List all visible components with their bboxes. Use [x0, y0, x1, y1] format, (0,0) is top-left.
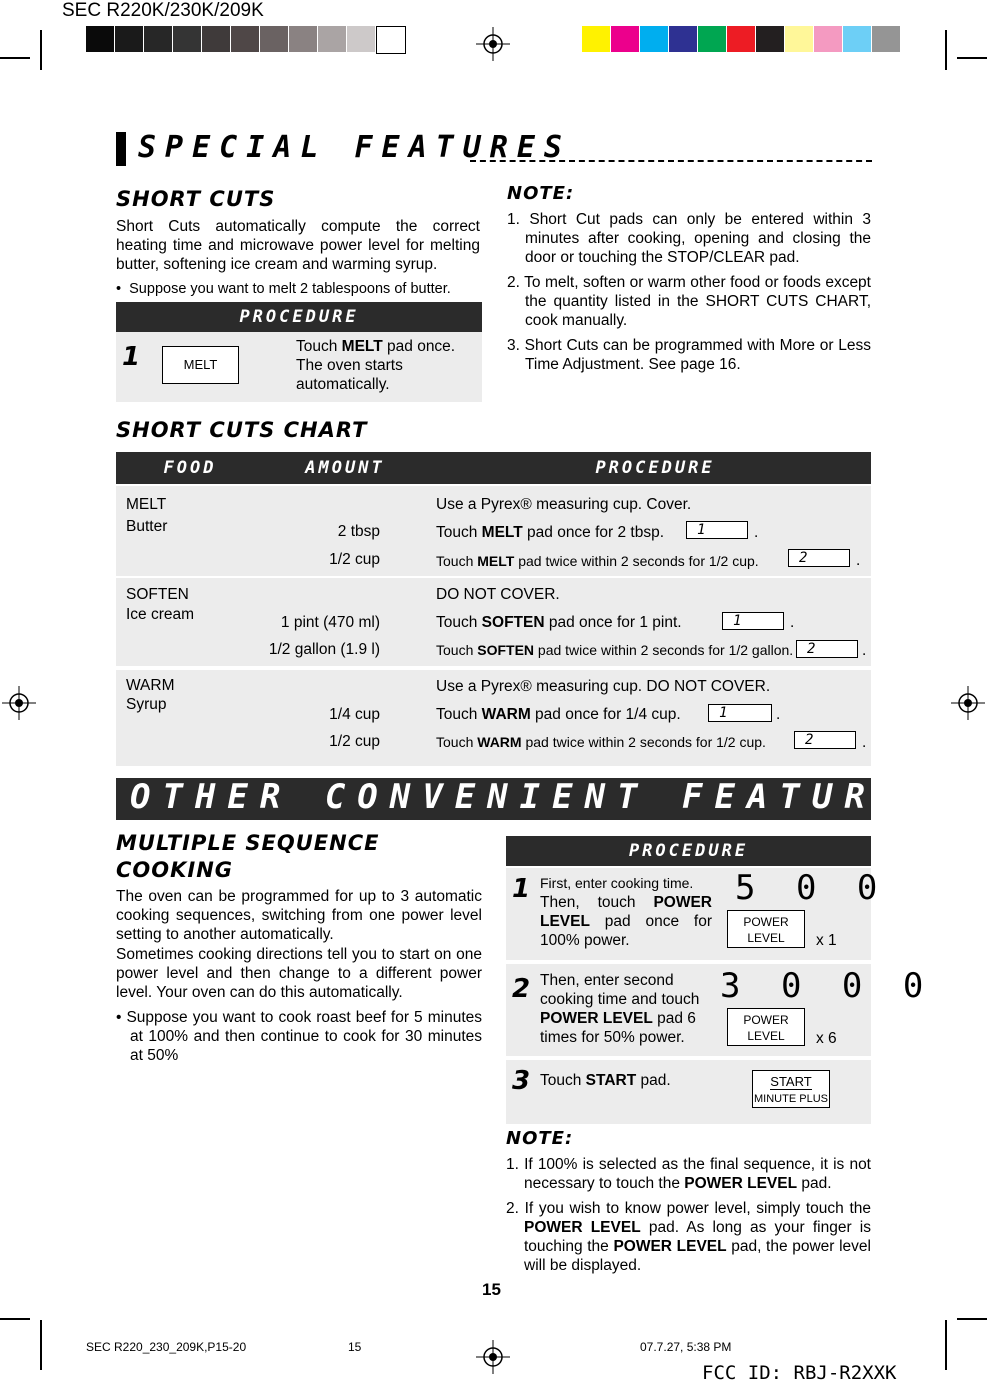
chart-heading: SHORT CUTS CHART [116, 418, 368, 442]
soften-proc-2: Touch SOFTEN pad twice within 2 seconds for 1/2 gallon. [436, 642, 794, 658]
crop-mark [945, 30, 947, 70]
period: . [862, 642, 867, 659]
file-name: SEC R220_230_209K,P15-20 [86, 1340, 247, 1354]
msc-notes [506, 1155, 871, 1281]
step-2-times: x 6 [816, 1030, 837, 1047]
title-marker [116, 132, 126, 166]
color-swatch [814, 26, 842, 52]
soften-proc-0: DO NOT COVER. [436, 586, 560, 603]
color-swatch [727, 26, 755, 52]
print-date: 07.7.27, 5:38 PM [640, 1340, 732, 1354]
short-cuts-step-text: Touch MELT pad once. The oven starts automatically. [296, 338, 456, 393]
crop-mark [0, 57, 30, 59]
step-number: 2 [512, 974, 531, 1004]
start-key: START MINUTE PLUS [752, 1070, 830, 1108]
crop-mark [0, 1318, 30, 1320]
warm-proc-2: Touch WARM pad twice within 2 seconds for 1/2 cup. [436, 734, 766, 750]
gray-swatch [144, 26, 172, 52]
gray-swatch [289, 26, 317, 52]
color-swatch [698, 26, 726, 52]
power-level-key: POWER LEVEL [727, 1008, 805, 1046]
note-1: 1. If 100% is selected as the final sequence, it is not necessary to touch the POWER LEVEL pad. [506, 1156, 871, 1192]
registration-mark [476, 1340, 510, 1374]
step-2-text: Then, enter second cooking time and touch POWER LEVEL pad 6 times for 50% power. [540, 972, 700, 1046]
warm-proc-1: Touch WARM pad once for 1/4 cup. [436, 706, 681, 723]
melt-key: MELT [162, 346, 239, 384]
gray-swatch [115, 26, 143, 52]
period: . [776, 706, 781, 723]
fcc-id: FCC ID: RBJ-R2XXK [702, 1362, 897, 1384]
note-2: 2. If you wish to know power level, simply touch the POWER LEVEL pad. As long as your finger is touching the POWER LEVEL pad, the power level will be displayed. [506, 1200, 871, 1274]
color-swatch [843, 26, 871, 52]
other-features-title: OTHER CONVENIENT FEATURES [130, 777, 942, 817]
gray-swatch [173, 26, 201, 52]
warm-category: WARM [126, 677, 175, 694]
msc-heading: MULTIPLE SEQUENCE COOKING [116, 831, 380, 882]
col-procedure: PROCEDURE [595, 458, 715, 478]
melt-proc-2: Touch MELT pad twice within 2 seconds for 1/2 cup. [436, 553, 759, 569]
step-number: 1 [512, 874, 531, 904]
step-number: 3 [512, 1066, 531, 1096]
crop-mark [40, 1320, 42, 1370]
note-heading: NOTE: [506, 1128, 574, 1149]
short-cuts-bullet: • Suppose you want to melt 2 tablespoons of butter. [116, 281, 451, 297]
color-swatch [611, 26, 639, 52]
power-level-key: POWER LEVEL [727, 910, 805, 948]
period: . [862, 734, 867, 751]
short-cuts-intro: Short Cuts automatically compute the correct heating time and microwave power level for melting butter, softening ice cream and warming syrup. [116, 218, 480, 273]
msc-paragraph-2: Sometimes cooking directions tell you to start on one power level and then change to a different power level. Your oven can do this automatically. [116, 946, 482, 1001]
warm-amount-1: 1/4 cup [329, 706, 380, 723]
melt-proc-1: Touch MELT pad once for 2 tbsp. [436, 524, 665, 541]
period: . [790, 614, 795, 631]
special-notes [507, 210, 871, 380]
gray-swatch [86, 26, 114, 52]
soften-category: SOFTEN [126, 586, 189, 603]
crop-mark [957, 1318, 987, 1320]
gray-swatch [347, 26, 375, 52]
gray-swatch [376, 26, 406, 54]
crop-mark [945, 1320, 947, 1370]
note-1: 1. Short Cut pads can only be entered within 3 minutes after cooking, opening and closing the door or touching the STOP/CLEAR pad. [507, 211, 871, 266]
soften-display-2: 2 [796, 640, 858, 658]
note-heading: NOTE: [507, 183, 575, 204]
procedure-bar: PROCEDURE [506, 836, 871, 866]
melt-display-1: 1 [686, 521, 748, 539]
step-3-text: Touch START pad. [540, 1072, 671, 1089]
color-swatch [756, 26, 784, 52]
step-1-display: 5 0 0 [735, 868, 888, 908]
file-page: 15 [348, 1340, 362, 1354]
color-swatch [669, 26, 697, 52]
melt-category: MELT [126, 496, 167, 513]
color-swatch [872, 26, 900, 52]
soften-amount-1: 1 pint (470 ml) [280, 614, 380, 631]
soften-display-1: 1 [722, 612, 784, 630]
crop-mark [40, 30, 42, 70]
page-number: 15 [482, 1280, 501, 1299]
note-2: 2. To melt, soften or warm other food or foods except the quantity listed in the SHORT CUTS CHART, cook manually. [507, 274, 871, 329]
gray-swatch [202, 26, 230, 52]
registration-mark [951, 686, 985, 720]
color-swatch [640, 26, 668, 52]
color-swatch [582, 26, 610, 52]
registration-mark [2, 686, 36, 720]
step-1-times: x 1 [816, 932, 837, 949]
soften-food: Ice cream [126, 606, 195, 623]
melt-proc-0: Use a Pyrex® measuring cup. Cover. [436, 496, 692, 513]
melt-amount-1: 2 tbsp [337, 523, 380, 540]
registration-mark [476, 27, 510, 61]
warm-display-1: 1 [708, 704, 772, 722]
model-header: SEC R220K/230K/209K [62, 0, 264, 21]
melt-amount-2: 1/2 cup [329, 551, 380, 568]
soften-amount-2: 1/2 gallon (1.9 l) [268, 641, 380, 658]
title-rule [470, 160, 872, 162]
crop-mark [957, 57, 987, 59]
col-amount: AMOUNT [305, 458, 385, 478]
warm-proc-0: Use a Pyrex® measuring cup. DO NOT COVER. [436, 678, 771, 695]
gray-swatch [231, 26, 259, 52]
melt-display-2: 2 [788, 549, 850, 567]
melt-food: Butter [126, 518, 168, 535]
page-title: SPECIAL FEATURES [138, 130, 571, 165]
procedure-bar: PROCEDURE [116, 302, 482, 332]
msc-paragraph-1: The oven can be programmed for up to 3 automatic cooking sequences, switching from one power level setting to another automatically. [116, 888, 482, 943]
warm-food: Syrup [126, 696, 167, 713]
warm-display-2: 2 [794, 731, 856, 749]
period: . [856, 552, 861, 569]
step-1-text: First, enter cooking time. Then, touch POWER LEVEL pad once for 100% power. [540, 875, 712, 949]
step-number: 1 [122, 342, 141, 372]
col-food: FOOD [163, 458, 217, 478]
short-cuts-heading: SHORT CUTS [116, 187, 276, 211]
msc-bullet: • Suppose you want to cook roast beef for 5 minutes at 100% and then continue to cook for 30 minutes at 50% [116, 1009, 482, 1064]
gray-swatch [318, 26, 346, 52]
soften-proc-1: Touch SOFTEN pad once for 1 pint. [436, 614, 682, 631]
color-swatch [785, 26, 813, 52]
gray-swatch [260, 26, 288, 52]
note-3: 3. Short Cuts can be programmed with More or Less Time Adjustment. See page 16. [507, 337, 871, 373]
step-2-display: 3 0 0 0 [720, 966, 934, 1006]
warm-amount-2: 1/2 cup [329, 733, 380, 750]
period: . [754, 524, 759, 541]
